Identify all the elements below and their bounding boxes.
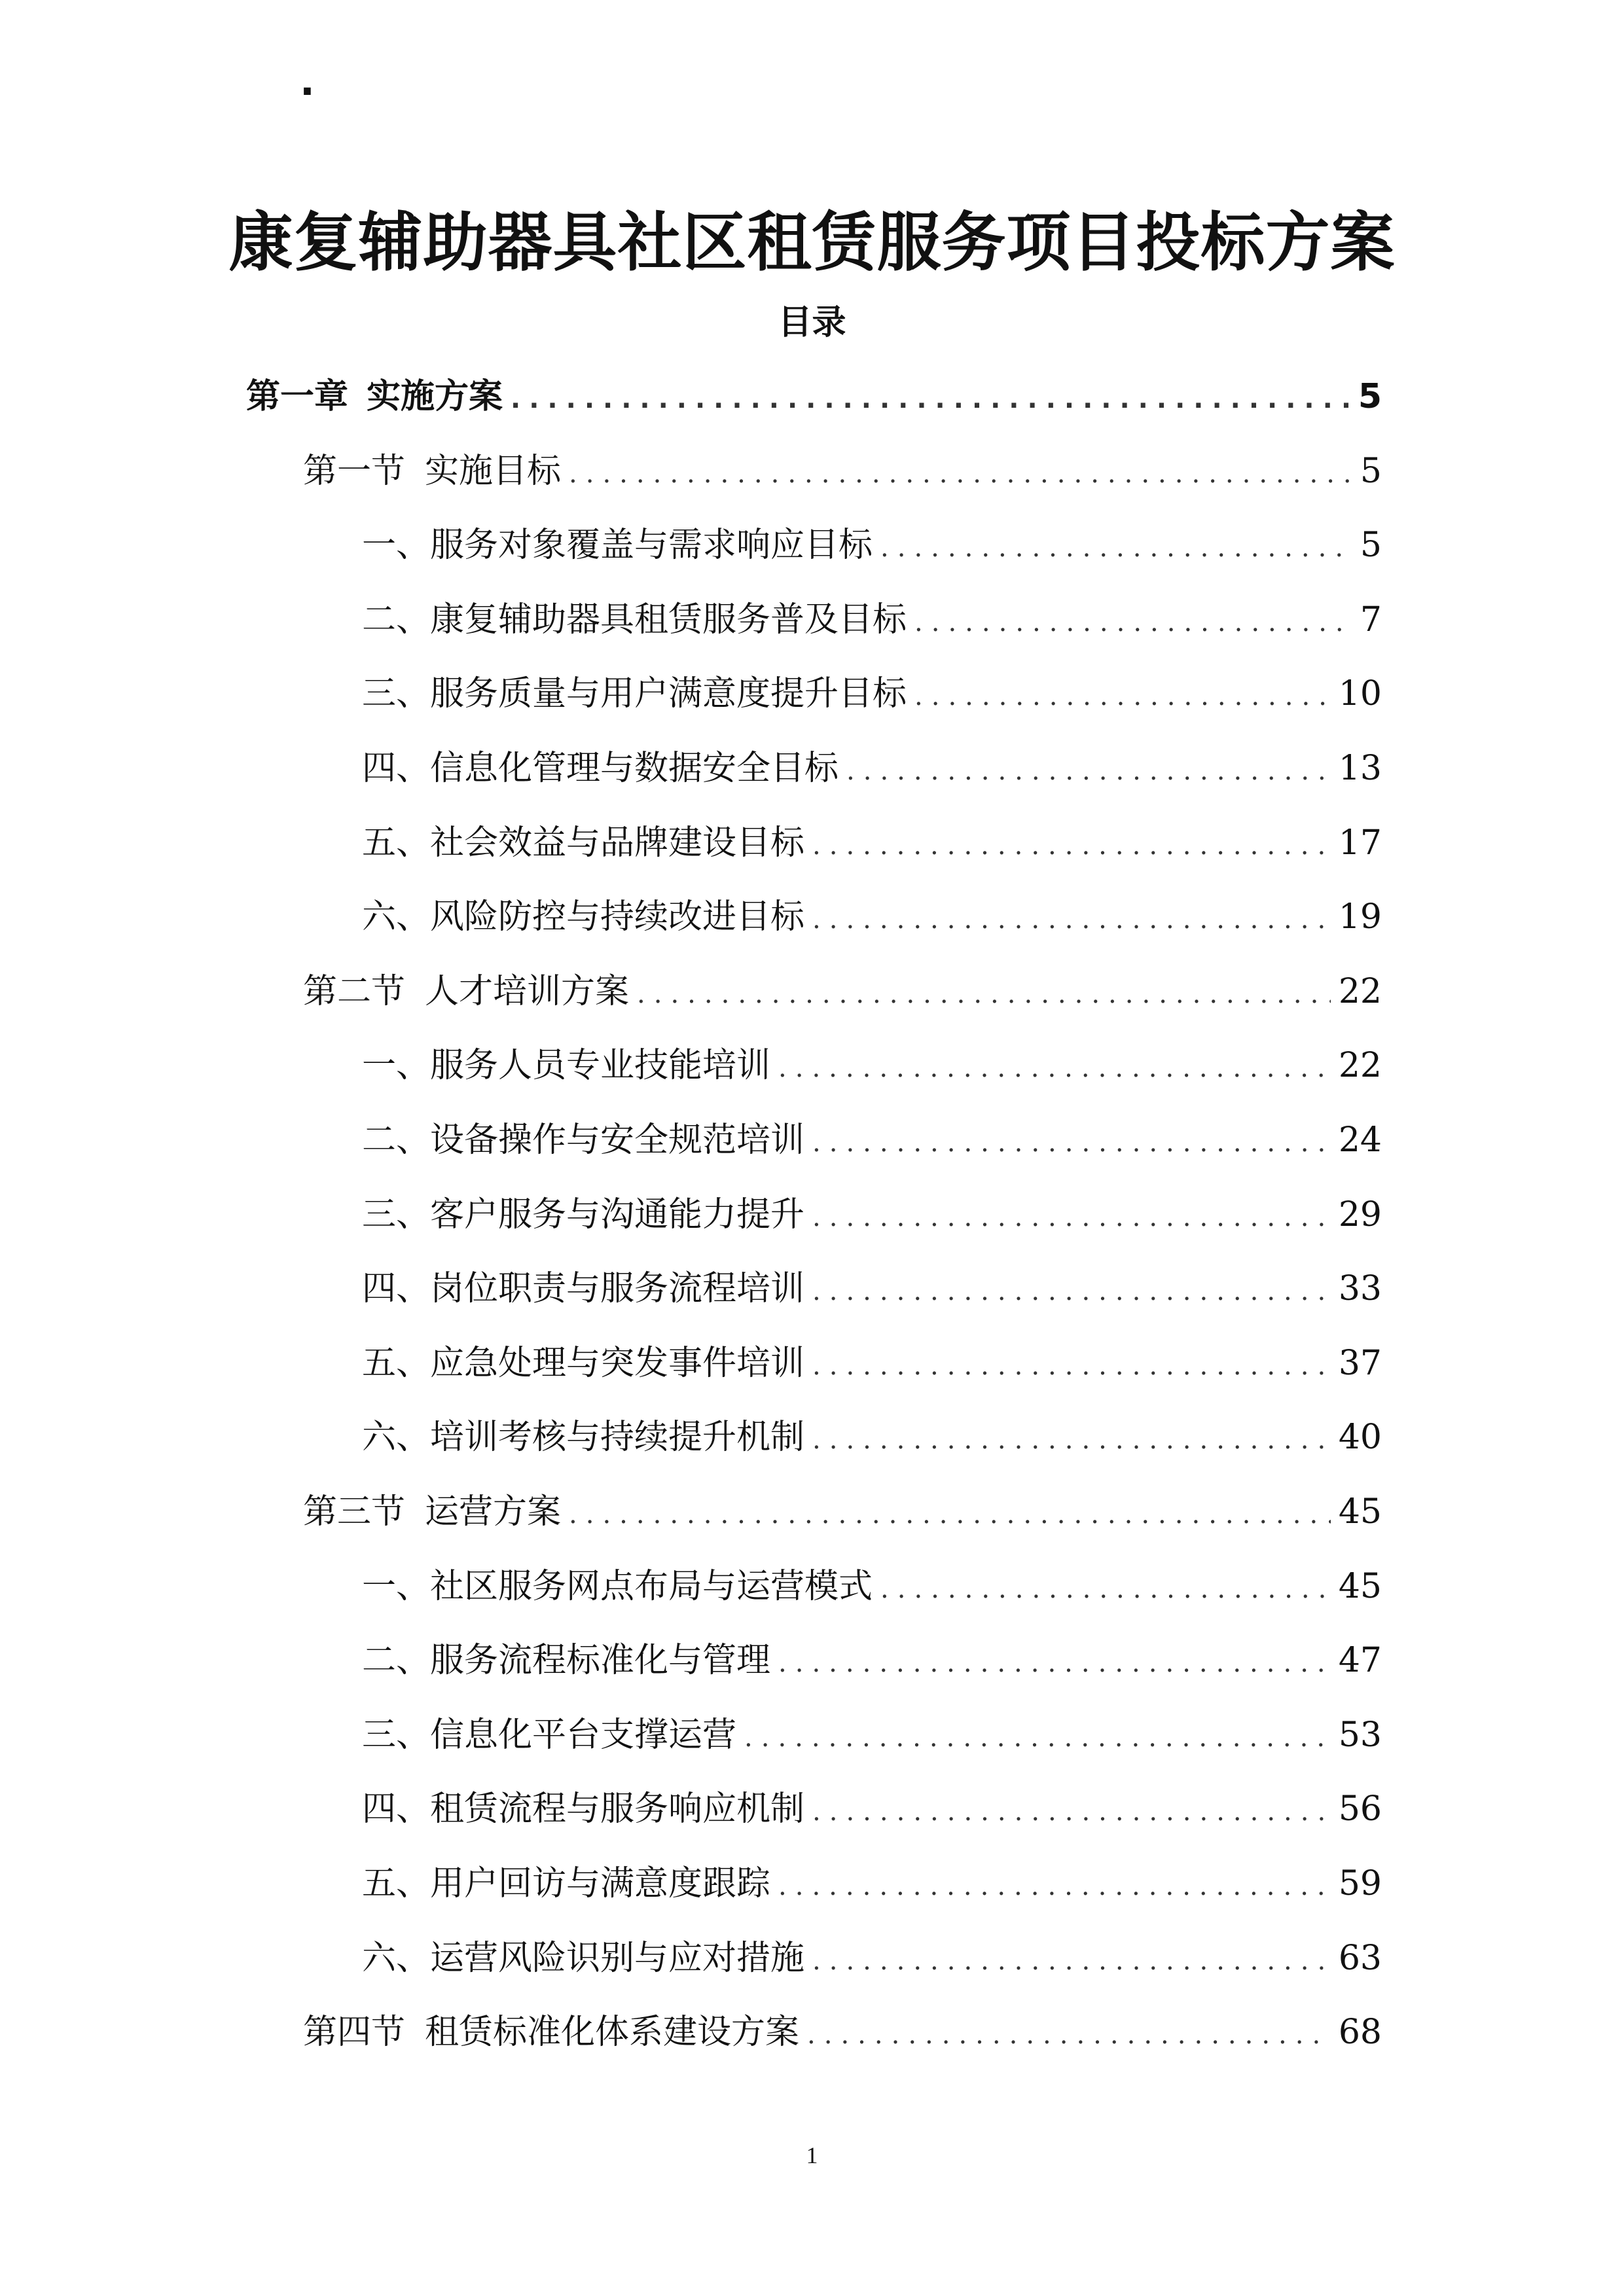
toc-entry-item[interactable] [362,519,1382,571]
document-title: 康复辅助器具社区租赁服务项目投标方案 [228,206,1396,280]
toc-entry-item[interactable] [362,1189,1382,1241]
toc-dot-leader [778,1042,1331,1092]
toc-entry-item[interactable] [362,1634,1382,1687]
toc-entry-title: 风险防控与持续改进目标 [430,897,805,937]
toc-entry-item[interactable] [362,1932,1382,1984]
toc-entry-item[interactable] [362,1709,1382,1761]
toc-entry-number: 第三节 [303,1492,406,1532]
toc-entry-item[interactable] [362,1114,1382,1166]
toc-entry-number: 四、 [362,1789,431,1829]
toc-entry-item[interactable] [362,1857,1382,1910]
toc-entry-page: 17 [1338,823,1382,863]
toc-entry-page: 5 [1358,377,1382,416]
toc-dot-leader [812,819,1331,869]
toc-entry-title: 客户服务与沟通能力提升 [430,1195,805,1234]
toc-entry-page: 45 [1338,1492,1382,1532]
toc-dot-leader [812,893,1331,943]
toc-entry-page: 22 [1338,1046,1382,1085]
toc-entry-number: 四、 [362,1269,431,1308]
toc-dot-leader [637,968,1331,1018]
toc-entry-number: 五、 [362,1344,431,1383]
toc-entry-number: 二、 [362,600,431,639]
toc-dot-leader [807,2009,1331,2058]
toc-entry-title: 社会效益与品牌建设目标 [430,823,805,863]
toc-entry-title: 岗位职责与服务流程培训 [430,1269,805,1308]
toc-dot-leader [880,522,1352,571]
toc-entry-item[interactable] [362,1560,1382,1613]
toc-entry-page: 63 [1338,1939,1382,1978]
toc-entry-section[interactable] [303,2006,1382,2058]
toc-entry-page: 47 [1338,1641,1382,1680]
toc-entry-title: 服务人员专业技能培训 [430,1046,771,1085]
toc-entry-title: 应急处理与突发事件培训 [430,1344,805,1383]
toc-entry-item[interactable] [362,1039,1382,1092]
toc-entry-title: 用户回访与满意度跟踪 [430,1864,771,1903]
toc-dot-leader [846,745,1331,795]
toc-entry-title: 租赁流程与服务响应机制 [430,1789,805,1829]
toc-entry-page: 59 [1338,1864,1382,1903]
toc-entry-item[interactable] [362,1411,1382,1463]
toc-entry-page: 22 [1338,972,1382,1011]
toc-entry-title: 服务质量与用户满意度提升目标 [430,674,907,713]
toc-heading: 目录 [778,303,846,342]
toc-entry-number: 六、 [362,897,431,937]
toc-entry-item[interactable] [362,742,1382,795]
toc-entry-page: 45 [1338,1567,1382,1606]
toc-entry-title: 培训考核与持续提升机制 [430,1418,805,1457]
toc-entry-number: 四、 [362,749,431,788]
toc-entry-page: 13 [1338,749,1382,788]
toc-entry-title: 服务流程标准化与管理 [430,1641,771,1680]
toc-entry-page: 37 [1338,1344,1382,1383]
toc-entry-page: 10 [1338,674,1382,713]
toc-entry-page: 5 [1360,452,1382,491]
header-dot-mark: · [300,69,315,115]
toc-entry-number: 一、 [362,1046,431,1085]
toc-entry-number: 第一章 [246,377,349,416]
page-number: 1 [806,2142,818,2168]
toc-entry-item[interactable] [362,817,1382,869]
toc-entry-page: 40 [1338,1418,1382,1457]
toc-dot-leader [511,373,1350,423]
toc-entry-item[interactable] [362,1337,1382,1390]
toc-dot-leader [569,448,1352,497]
toc-entry-item[interactable] [362,1783,1382,1835]
toc-entry-title: 信息化平台支撑运营 [430,1715,737,1755]
toc-entry-number: 一、 [362,1567,431,1606]
toc-entry-title: 租赁标准化体系建设方案 [425,2013,800,2052]
toc-entry-page: 19 [1338,897,1382,937]
toc-entry-number: 五、 [362,1864,431,1903]
toc-entry-title: 实施目标 [425,452,562,491]
toc-entry-number: 五、 [362,823,431,863]
toc-entry-title: 运营方案 [425,1492,562,1532]
toc-dot-leader [812,1414,1331,1463]
toc-entry-title: 实施方案 [367,377,503,416]
toc-dot-leader [914,596,1352,646]
toc-entry-title: 服务对象覆盖与需求响应目标 [430,526,873,565]
toc-dot-leader [812,1785,1331,1835]
toc-dot-leader [778,1860,1331,1910]
toc-dot-leader [812,1117,1331,1166]
toc-entry-page: 33 [1338,1269,1382,1308]
toc-dot-leader [914,670,1331,720]
toc-entry-title: 康复辅助器具租赁服务普及目标 [430,600,907,639]
toc-entry-section[interactable] [303,1486,1382,1538]
toc-dot-leader [744,1712,1331,1761]
toc-entry-title: 社区服务网点布局与运营模式 [430,1567,873,1606]
toc-entry-item[interactable] [362,668,1382,720]
toc-entry-title: 信息化管理与数据安全目标 [430,749,839,788]
toc-dot-leader [812,1265,1331,1315]
toc-entry-title: 人才培训方案 [425,972,630,1011]
toc-entry-number: 第二节 [303,972,406,1011]
toc-dot-leader [569,1488,1331,1538]
toc-dot-leader [812,1340,1331,1390]
toc-entry-page: 53 [1338,1715,1382,1755]
toc-entry-number: 第四节 [303,2013,406,2052]
toc-entry-chapter[interactable] [246,370,1382,423]
toc-entry-page: 56 [1338,1789,1382,1829]
toc-entry-number: 二、 [362,1121,431,1160]
toc-entry-item[interactable] [362,891,1382,943]
toc-entry-number: 六、 [362,1939,431,1978]
toc-entry-number: 六、 [362,1418,431,1457]
toc-entry-page: 29 [1338,1195,1382,1234]
toc-entry-item[interactable] [362,1263,1382,1315]
toc-entry-section[interactable] [303,445,1382,497]
toc-entry-number: 三、 [362,1715,431,1755]
toc-dot-leader [812,1935,1331,1984]
toc-entry-number: 一、 [362,526,431,565]
toc-entry-page: 68 [1338,2013,1382,2052]
toc-entry-number: 二、 [362,1641,431,1680]
toc-entry-number: 三、 [362,1195,431,1234]
toc-entry-title: 运营风险识别与应对措施 [430,1939,805,1978]
toc-entry-page: 24 [1338,1121,1382,1160]
toc-dot-leader [812,1191,1331,1241]
toc-entry-number: 第一节 [303,452,406,491]
toc-entry-item[interactable] [362,594,1382,646]
toc-entry-page: 5 [1360,526,1382,565]
toc-entry-title: 设备操作与安全规范培训 [430,1121,805,1160]
toc-entry-number: 三、 [362,674,431,713]
toc-dot-leader [880,1563,1331,1613]
toc-dot-leader [778,1637,1331,1687]
toc-entry-section[interactable] [303,965,1382,1018]
toc-entry-page: 7 [1360,600,1382,639]
